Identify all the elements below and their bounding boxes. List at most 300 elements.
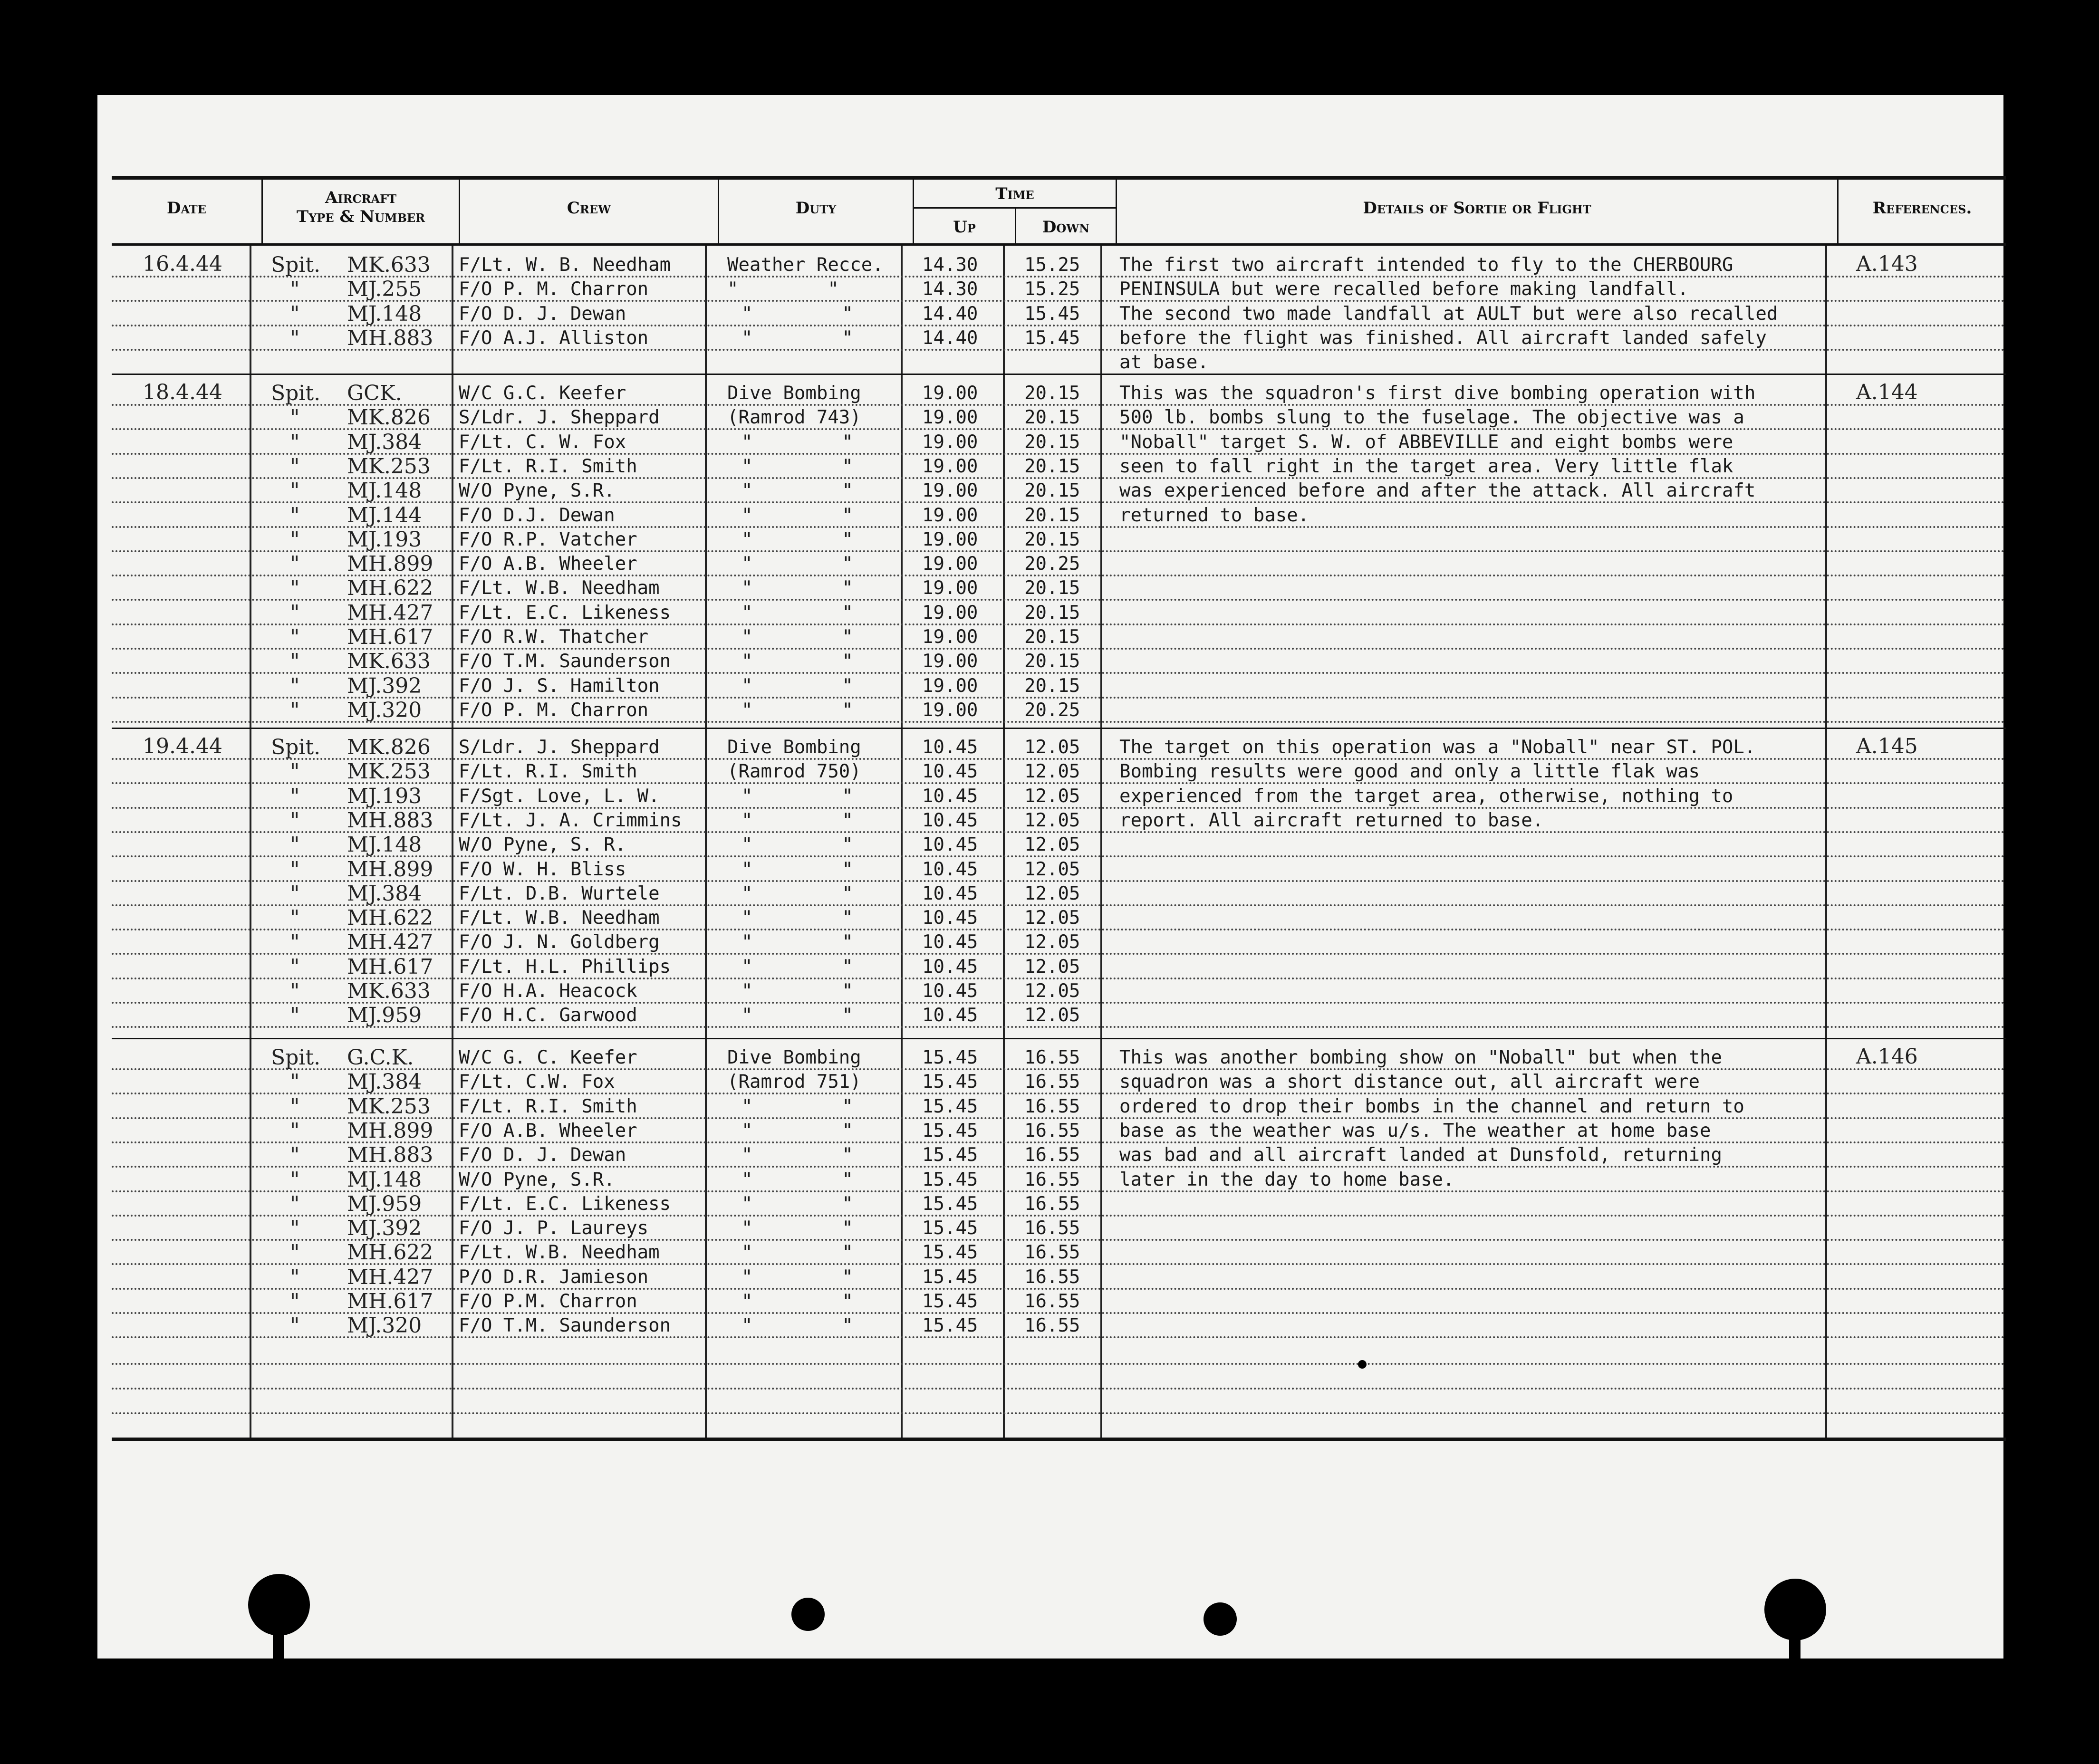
aircraft-type: " <box>290 1094 300 1119</box>
punch-hole-center-left <box>791 1598 825 1631</box>
time-up: 15.45 <box>922 1095 978 1117</box>
reference-number: A.143 <box>1856 252 1918 276</box>
duty: " " <box>741 480 853 502</box>
duty: " " <box>741 1005 853 1026</box>
time-up: 10.45 <box>922 882 978 904</box>
time-down: 15.25 <box>1024 278 1080 300</box>
details-line: report. All aircraft returned to base. <box>1119 809 1544 831</box>
duty: Dive Bombing <box>727 737 861 758</box>
punch-hole-right <box>1764 1579 1826 1640</box>
duty: " " <box>741 1169 853 1190</box>
time-up: 19.00 <box>922 651 978 672</box>
crew-name: F/O J. N. Goldberg <box>459 931 660 953</box>
time-down: 15.25 <box>1024 254 1080 276</box>
crew-name: F/Lt. J. A. Crimmins <box>459 809 682 831</box>
crew-name: W/C G.C. Keefer <box>459 383 626 404</box>
duty: " " <box>741 553 853 575</box>
time-down: 16.55 <box>1024 1071 1080 1093</box>
crew-name: F/O D. J. Dewan <box>459 303 626 325</box>
aircraft-type: Spit. <box>271 381 321 405</box>
crew-name: F/O A.B. Wheeler <box>459 553 637 575</box>
duty: " " <box>741 602 853 623</box>
details-line: This was another bombing show on "Noball" but when the <box>1119 1047 1722 1068</box>
aircraft-type: " <box>290 1070 300 1094</box>
duty: " " <box>741 651 853 672</box>
duty: (Ramrod 743) <box>727 407 861 429</box>
aircraft-type: Spit. <box>271 253 321 277</box>
aircraft-type: Spit. <box>271 1045 321 1070</box>
time-up: 15.45 <box>922 1071 978 1093</box>
crew-name: F/O J. S. Hamilton <box>459 675 660 697</box>
duty: " " <box>741 980 853 1002</box>
time-up: 19.00 <box>922 480 978 502</box>
time-up: 19.00 <box>922 528 978 550</box>
crew-name: F/Lt. R.I. Smith <box>459 1095 637 1117</box>
time-down: 20.15 <box>1024 675 1080 697</box>
aircraft-type: " <box>290 759 300 784</box>
aircraft-number: MK.253 <box>347 759 431 784</box>
aircraft-number: MJ.148 <box>347 833 422 857</box>
header-details: Details of Sortie or Flight <box>1363 199 1591 218</box>
crew-name: F/Lt. H.L. Phillips <box>459 956 671 978</box>
time-up: 19.00 <box>922 504 978 526</box>
crew-name: S/Ldr. J. Sheppard <box>459 737 660 758</box>
time-down: 12.05 <box>1024 956 1080 978</box>
aircraft-type: " <box>290 1289 300 1313</box>
aircraft-number: MH.622 <box>347 576 433 601</box>
duty: " " <box>741 785 853 807</box>
crew-name: F/O H.C. Garwood <box>459 1005 637 1026</box>
aircraft-number: MJ.384 <box>347 881 422 906</box>
time-up: 10.45 <box>922 931 978 953</box>
time-up: 14.40 <box>922 303 978 325</box>
aircraft-number: MJ.193 <box>347 527 422 552</box>
time-up: 10.45 <box>922 980 978 1002</box>
crew-name: F/O W. H. Bliss <box>459 858 626 880</box>
time-down: 16.55 <box>1024 1047 1080 1068</box>
aircraft-number: MJ.384 <box>347 430 422 454</box>
time-down: 16.55 <box>1024 1144 1080 1166</box>
time-up: 14.30 <box>922 278 978 300</box>
time-down: 12.05 <box>1024 785 1080 807</box>
duty: " " <box>741 1291 853 1312</box>
aircraft-type: " <box>290 576 300 601</box>
crew-name: F/O R.W. Thatcher <box>459 626 649 648</box>
aircraft-number: MK.633 <box>347 649 431 674</box>
aircraft-type: " <box>290 1216 300 1241</box>
details-line: Bombing results were good and only a little flak was <box>1119 761 1700 783</box>
aircraft-type: " <box>290 1003 300 1028</box>
aircraft-type: " <box>290 326 300 350</box>
aircraft-number: MH.883 <box>347 1143 433 1168</box>
punch-slot-right <box>1789 1639 1801 1666</box>
body-sep-4 <box>901 246 903 1438</box>
crew-name: W/C G. C. Keefer <box>459 1047 637 1068</box>
time-subheader-rule <box>913 207 1116 209</box>
duty: " " <box>741 858 853 880</box>
time-up: 15.45 <box>922 1291 978 1312</box>
time-up: 19.00 <box>922 699 978 721</box>
time-up: 10.45 <box>922 809 978 831</box>
details-line: was bad and all aircraft landed at Dunsfold, returning <box>1119 1144 1722 1166</box>
punch-slot-left <box>273 1635 284 1663</box>
row-rule <box>112 1026 2006 1028</box>
header-up: Up <box>953 218 976 237</box>
details-line: before the flight was finished. All aircraft landed safely <box>1119 327 1767 349</box>
details-line: "Noball" target S. W. of ABBEVILLE and eight bombs were <box>1119 431 1733 453</box>
aircraft-type: " <box>290 1167 300 1192</box>
aircraft-type: " <box>290 503 300 527</box>
time-down: 12.05 <box>1024 931 1080 953</box>
time-down: 20.15 <box>1024 651 1080 672</box>
duty: (Ramrod 751) <box>727 1071 861 1093</box>
aircraft-type: " <box>290 954 300 979</box>
aircraft-number: MH.883 <box>347 808 433 833</box>
crew-name: F/O P.M. Charron <box>459 1291 637 1312</box>
duty: " " <box>741 455 853 477</box>
empty-row-rule <box>112 1363 2006 1365</box>
crew-name: F/O A.B. Wheeler <box>459 1120 637 1141</box>
header-duty: Duty <box>795 199 837 218</box>
aircraft-number: MJ.384 <box>347 1070 422 1094</box>
row-rule <box>112 349 2006 351</box>
record-sheet <box>97 95 2003 1659</box>
empty-row-rule <box>112 1388 2006 1390</box>
time-down: 16.55 <box>1024 1218 1080 1239</box>
time-up: 10.45 <box>922 785 978 807</box>
crew-name: F/O P. M. Charron <box>459 699 649 721</box>
details-line: ordered to drop their bombs in the channel and return to <box>1119 1095 1744 1117</box>
details-line: 500 lb. bombs slung to the fuselage. The objective was a <box>1119 407 1744 429</box>
row-rule <box>112 721 2006 723</box>
duty: " " <box>741 931 853 953</box>
aircraft-type: " <box>290 1265 300 1289</box>
time-down: 12.05 <box>1024 834 1080 856</box>
body-sep-6 <box>1100 246 1102 1438</box>
time-down: 20.15 <box>1024 407 1080 429</box>
duty: " " <box>741 303 853 325</box>
duty: " " <box>727 278 839 300</box>
aircraft-type: Spit. <box>271 735 321 759</box>
time-up: 14.40 <box>922 327 978 349</box>
time-down: 12.05 <box>1024 907 1080 929</box>
crew-name: F/O D.J. Dewan <box>459 504 615 526</box>
aircraft-type: " <box>290 649 300 674</box>
time-up: 19.00 <box>922 602 978 623</box>
duty: " " <box>741 907 853 929</box>
time-down: 20.15 <box>1024 504 1080 526</box>
empty-row-rule <box>112 1412 2006 1414</box>
aircraft-number: MH.617 <box>347 954 433 979</box>
time-up: 19.00 <box>922 455 978 477</box>
aircraft-number: MJ.193 <box>347 784 422 808</box>
time-up: 15.45 <box>922 1144 978 1166</box>
punch-hole-left <box>248 1574 310 1636</box>
time-up: 10.45 <box>922 907 978 929</box>
header-aircraft-line1: Aircraft <box>325 188 397 207</box>
aircraft-number: MJ.144 <box>347 503 422 527</box>
crew-name: F/Lt. R.I. Smith <box>459 455 637 477</box>
time-down: 12.05 <box>1024 882 1080 904</box>
crew-name: F/O D. J. Dewan <box>459 1144 626 1166</box>
time-up: 15.45 <box>922 1242 978 1264</box>
aircraft-number: MK.826 <box>347 735 431 759</box>
aircraft-number: MJ.959 <box>347 1003 422 1028</box>
time-down: 16.55 <box>1024 1242 1080 1264</box>
aircraft-number: MK.633 <box>347 979 431 1003</box>
time-down: 20.15 <box>1024 528 1080 550</box>
time-down: 16.55 <box>1024 1095 1080 1117</box>
crew-name: F/O R.P. Vatcher <box>459 528 637 550</box>
duty: " " <box>741 1144 853 1166</box>
crew-name: F/Lt. W.B. Needham <box>459 577 660 599</box>
table-bottom-rule <box>112 1438 2006 1441</box>
time-down: 15.45 <box>1024 303 1080 325</box>
aircraft-number: MJ.255 <box>347 277 422 302</box>
crew-name: F/O T.M. Saunderson <box>459 651 671 672</box>
time-up: 19.00 <box>922 626 978 648</box>
aircraft-type: " <box>290 405 300 430</box>
time-up: 19.00 <box>922 675 978 697</box>
time-down: 12.05 <box>1024 980 1080 1002</box>
duty: " " <box>741 1120 853 1141</box>
crew-name: W/O Pyne, S. R. <box>459 834 626 856</box>
crew-name: F/Lt. E.C. Likeness <box>459 602 671 623</box>
aircraft-type: " <box>290 930 300 955</box>
crew-name: F/O T.M. Saunderson <box>459 1315 671 1337</box>
time-up: 19.00 <box>922 553 978 575</box>
aircraft-type: " <box>290 1191 300 1216</box>
reference-number: A.144 <box>1856 380 1918 404</box>
crew-name: F/Lt. C.W. Fox <box>459 1071 615 1093</box>
aircraft-type: " <box>290 784 300 808</box>
header-crew: Crew <box>567 199 611 218</box>
duty: " " <box>741 1218 853 1239</box>
duty: Dive Bombing <box>727 383 861 404</box>
time-up: 10.45 <box>922 834 978 856</box>
ink-blot <box>1358 1360 1367 1369</box>
time-down: 16.55 <box>1024 1193 1080 1215</box>
aircraft-number: MH.617 <box>347 1289 433 1313</box>
details-line: was experienced before and after the attack. All aircraft <box>1119 480 1756 502</box>
aircraft-type: " <box>290 552 300 576</box>
row-rule <box>112 1336 2006 1338</box>
details-line: squadron was a short distance out, all aircraft were <box>1119 1071 1700 1093</box>
duty: Dive Bombing <box>727 1047 861 1068</box>
aircraft-number: MJ.320 <box>347 1313 422 1338</box>
time-down: 20.15 <box>1024 602 1080 623</box>
aircraft-type: " <box>290 454 300 479</box>
time-up: 15.45 <box>922 1315 978 1337</box>
time-down: 16.55 <box>1024 1266 1080 1288</box>
time-down: 20.15 <box>1024 383 1080 404</box>
details-line: seen to fall right in the target area. Very little flak <box>1119 455 1733 477</box>
header-date: Date <box>167 199 206 218</box>
details-line: The second two made landfall at AULT but were also recalled <box>1119 303 1778 325</box>
time-down: 16.55 <box>1024 1291 1080 1312</box>
aircraft-number: G.C.K. <box>347 1045 414 1070</box>
details-line: experienced from the target area, otherwise, nothing to <box>1119 785 1733 807</box>
time-down: 12.05 <box>1024 737 1080 758</box>
details-line: later in the day to home base. <box>1119 1169 1454 1190</box>
time-down: 16.55 <box>1024 1315 1080 1337</box>
details-line: This was the squadron's first dive bombing operation with <box>1119 383 1756 404</box>
duty: " " <box>741 1266 853 1288</box>
duty: " " <box>741 882 853 904</box>
time-up: 15.45 <box>922 1266 978 1288</box>
duty: " " <box>741 327 853 349</box>
duty: " " <box>741 699 853 721</box>
aircraft-number: MH.883 <box>347 326 433 350</box>
header-bottom-rule <box>112 243 2006 246</box>
duty: Weather Recce. <box>727 254 884 276</box>
time-down: 12.05 <box>1024 858 1080 880</box>
details-line: at base. <box>1119 352 1209 374</box>
header-down: Down <box>1042 218 1090 237</box>
duty: " " <box>741 1193 853 1215</box>
crew-name: F/Lt. D.B. Wurtele <box>459 882 660 904</box>
table-top-rule <box>112 176 2006 180</box>
aircraft-type: " <box>290 698 300 722</box>
crew-name: S/Ldr. J. Sheppard <box>459 407 660 429</box>
aircraft-type: " <box>290 906 300 930</box>
details-line: base as the weather was u/s. The weather at home base <box>1119 1120 1711 1141</box>
time-up: 15.45 <box>922 1120 978 1141</box>
sortie-date: 16.4.44 <box>143 252 222 276</box>
time-up: 10.45 <box>922 1005 978 1026</box>
time-up: 15.45 <box>922 1169 978 1190</box>
crew-name: F/Lt. C. W. Fox <box>459 431 626 453</box>
aircraft-number: MH.427 <box>347 600 433 625</box>
crew-name: F/Lt. W.B. Needham <box>459 1242 660 1264</box>
time-up: 15.45 <box>922 1193 978 1215</box>
body-sep-1 <box>250 246 251 1438</box>
duty: " " <box>741 1095 853 1117</box>
aircraft-number: MH.427 <box>347 930 433 955</box>
time-up: 10.45 <box>922 737 978 758</box>
aircraft-number: MK.826 <box>347 405 431 430</box>
time-down: 15.45 <box>1024 327 1080 349</box>
time-down: 20.15 <box>1024 455 1080 477</box>
duty: " " <box>741 528 853 550</box>
details-line: The first two aircraft intended to fly to the CHERBOURG <box>1119 254 1733 276</box>
aircraft-number: MH.899 <box>347 552 433 576</box>
duty: " " <box>741 431 853 453</box>
time-down: 12.05 <box>1024 809 1080 831</box>
aircraft-number: MJ.148 <box>347 301 422 326</box>
aircraft-number: MH.622 <box>347 906 433 930</box>
time-down: 20.25 <box>1024 553 1080 575</box>
aircraft-type: " <box>290 527 300 552</box>
aircraft-type: " <box>290 625 300 649</box>
time-up: 19.00 <box>922 577 978 599</box>
duty: " " <box>741 1242 853 1264</box>
aircraft-type: " <box>290 881 300 906</box>
duty: " " <box>741 626 853 648</box>
aircraft-number: MJ.320 <box>347 698 422 722</box>
aircraft-number: MJ.959 <box>347 1191 422 1216</box>
aircraft-type: " <box>290 979 300 1003</box>
crew-name: F/Lt. E.C. Likeness <box>459 1193 671 1215</box>
aircraft-number: MK.633 <box>347 253 431 277</box>
crew-name: W/O Pyne, S.R. <box>459 1169 615 1190</box>
aircraft-number: MK.253 <box>347 1094 431 1119</box>
body-sep-7 <box>1825 246 1827 1438</box>
aircraft-type: " <box>290 1143 300 1168</box>
time-up: 19.00 <box>922 383 978 404</box>
aircraft-type: " <box>290 479 300 503</box>
time-up: 19.00 <box>922 431 978 453</box>
sortie-separator <box>112 374 2006 375</box>
aircraft-type: " <box>290 673 300 698</box>
duty: " " <box>741 504 853 526</box>
time-down: 20.15 <box>1024 431 1080 453</box>
time-up: 15.45 <box>922 1047 978 1068</box>
time-down: 20.25 <box>1024 699 1080 721</box>
aircraft-number: MH.622 <box>347 1240 433 1265</box>
punch-hole-center-right <box>1204 1602 1237 1636</box>
time-down: 16.55 <box>1024 1169 1080 1190</box>
duty: " " <box>741 834 853 856</box>
details-line: The target on this operation was a "Noball" near ST. POL. <box>1119 737 1756 758</box>
aircraft-number: MJ.392 <box>347 1216 422 1241</box>
crew-name: F/O H.A. Heacock <box>459 980 637 1002</box>
duty: (Ramrod 750) <box>727 761 861 783</box>
crew-name: F/O A.J. Alliston <box>459 327 649 349</box>
aircraft-number: MH.427 <box>347 1265 433 1289</box>
aircraft-number: MJ.148 <box>347 1167 422 1192</box>
aircraft-type: " <box>290 833 300 857</box>
header-aircraft-line2: Type & Number <box>296 207 425 226</box>
time-down: 20.15 <box>1024 577 1080 599</box>
aircraft-number: MH.899 <box>347 1118 433 1143</box>
details-line: returned to base. <box>1119 504 1309 526</box>
aircraft-type: " <box>290 600 300 625</box>
duty: " " <box>741 1315 853 1337</box>
time-up: 10.45 <box>922 858 978 880</box>
aircraft-type: " <box>290 1313 300 1338</box>
crew-name: F/Lt. R.I. Smith <box>459 761 637 783</box>
crew-name: W/O Pyne, S.R. <box>459 480 615 502</box>
reference-number: A.145 <box>1856 734 1918 758</box>
crew-name: F/O P. M. Charron <box>459 278 649 300</box>
aircraft-type: " <box>290 808 300 833</box>
aircraft-number: MH.617 <box>347 625 433 649</box>
reference-number: A.146 <box>1856 1045 1918 1069</box>
crew-name: F/Lt. W.B. Needham <box>459 907 660 929</box>
sortie-date: 19.4.44 <box>143 734 222 758</box>
time-up: 10.45 <box>922 761 978 783</box>
aircraft-number: MJ.148 <box>347 479 422 503</box>
time-down: 12.05 <box>1024 761 1080 783</box>
sortie-separator <box>112 728 2006 729</box>
aircraft-type: " <box>290 277 300 302</box>
details-line: PENINSULA but were recalled before making landfall. <box>1119 278 1689 300</box>
duty: " " <box>741 675 853 697</box>
body-sep-2 <box>452 246 453 1438</box>
time-up: 10.45 <box>922 956 978 978</box>
aircraft-type: " <box>290 857 300 882</box>
header-references: References. <box>1872 199 1972 218</box>
header-time: Time <box>995 184 1034 203</box>
aircraft-type: " <box>290 301 300 326</box>
aircraft-number: MK.253 <box>347 454 431 479</box>
duty: " " <box>741 577 853 599</box>
time-down: 16.55 <box>1024 1120 1080 1141</box>
time-up: 15.45 <box>922 1218 978 1239</box>
aircraft-type: " <box>290 1118 300 1143</box>
sortie-date: 18.4.44 <box>143 380 222 404</box>
